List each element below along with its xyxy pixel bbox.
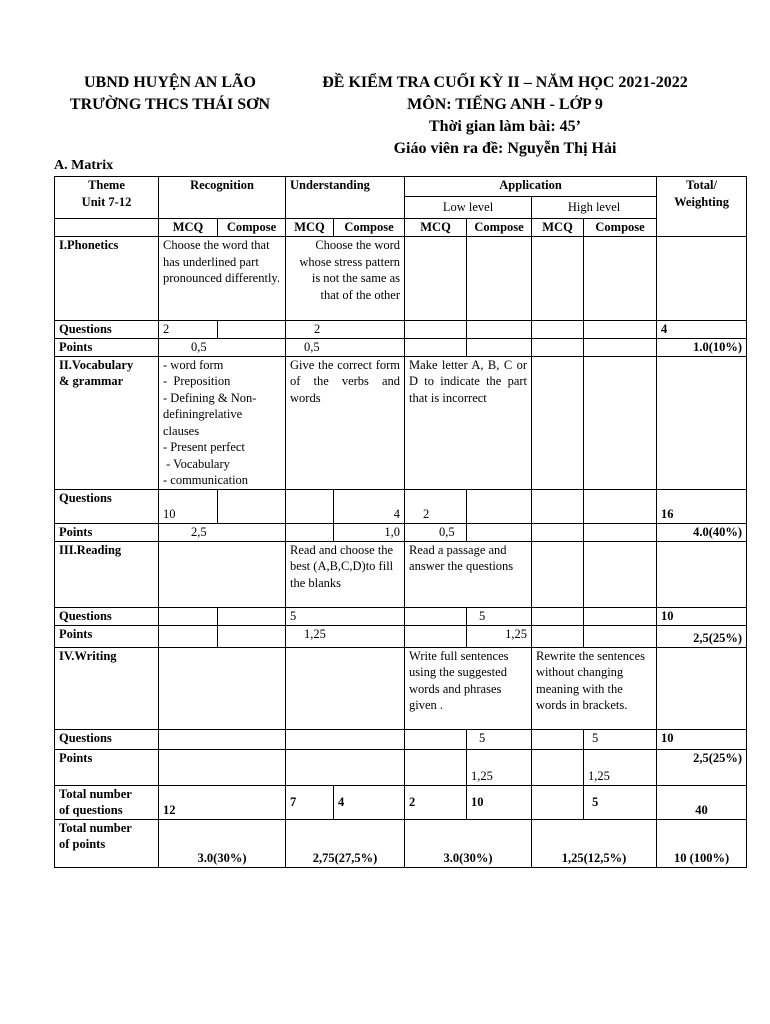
total-q-low-compose: 10 <box>467 785 532 819</box>
vocabulary-p-understanding: 1,0 <box>334 523 405 541</box>
points-label: Points <box>55 625 159 647</box>
phonetics-q-total: 4 <box>657 321 747 339</box>
application-header: Application <box>405 177 657 197</box>
exam-header <box>300 72 710 160</box>
writing-q-low-level: 5 <box>467 729 532 749</box>
reading-understanding-desc: Read and choose the best (A,B,C,D)to fill the blanks <box>286 541 405 607</box>
total-p-high-level: 1,25(12,5%) <box>532 819 657 867</box>
subject-line: MÔN: TIẾNG ANH - LỚP 9 <box>407 96 603 113</box>
reading-p-low-level: 1,25 <box>467 625 532 647</box>
questions-label: Questions <box>55 607 159 625</box>
phonetics-p-total: 1.0(10%) <box>657 339 747 357</box>
matrix-table <box>54 176 747 868</box>
total-p-total: 10 (100%) <box>657 819 747 867</box>
questions-label: Questions <box>55 729 159 749</box>
school-header <box>30 72 310 116</box>
questions-label: Questions <box>55 489 159 523</box>
writing-q-total: 10 <box>657 729 747 749</box>
phonetics-q-recognition: 2 <box>159 321 218 339</box>
questions-label: Questions <box>55 321 159 339</box>
recognition-header: Recognition <box>159 177 286 219</box>
mcq-header: MCQ <box>159 219 218 237</box>
list-item: - Vocabulary <box>163 456 230 471</box>
vocabulary-p-recognition: 2,5 <box>159 523 286 541</box>
compose-header: Compose <box>584 219 657 237</box>
reading-label: III.Reading <box>55 541 159 607</box>
reading-q-total: 10 <box>657 607 747 625</box>
reading-p-total: 2,5(25%) <box>657 625 747 647</box>
total-p-recognition: 3.0(30%) <box>159 819 286 867</box>
district-name: UBND HUYỆN AN LÃO <box>83 74 256 91</box>
vocabulary-q-understanding: 4 <box>334 489 405 523</box>
compose-header: Compose <box>467 219 532 237</box>
total-p-low-level: 3.0(30%) <box>405 819 532 867</box>
writing-p-total: 2,5(25%) <box>657 749 747 785</box>
high-level-header: High level <box>532 197 657 219</box>
total-q-understanding-mcq: 7 <box>286 785 334 819</box>
list-item: - Preposition <box>163 374 231 388</box>
writing-p-low-level: 1,25 <box>467 749 532 785</box>
list-item: - word form <box>163 357 224 372</box>
understanding-header: Understanding <box>286 177 405 219</box>
teacher-line: Giáo viên ra đề: Nguyễn Thị Hải <box>393 140 617 157</box>
vocabulary-q-low-level: 2 <box>405 489 467 523</box>
list-item: - communication <box>163 473 249 487</box>
vocabulary-recognition-list <box>159 356 286 489</box>
points-label: Points <box>55 523 159 541</box>
duration-line: Thời gian làm bài: 45’ <box>429 118 581 135</box>
total-p-understanding: 2,75(27,5%) <box>286 819 405 867</box>
phonetics-label: I.Phonetics <box>55 237 159 321</box>
total-points-label: Total number of points <box>55 819 159 867</box>
mcq-header: MCQ <box>532 219 584 237</box>
section-title: A. Matrix <box>54 158 114 173</box>
total-q-total: 40 <box>657 785 747 819</box>
vocabulary-p-low-level: 0,5 <box>405 523 467 541</box>
compose-header: Compose <box>218 219 286 237</box>
reading-q-understanding: 5 <box>286 607 405 625</box>
total-q-low-mcq: 2 <box>405 785 467 819</box>
vocabulary-p-total: 4.0(40%) <box>657 523 747 541</box>
total-header: Total/ Weighting <box>657 177 747 237</box>
list-item: - Defining & Non-definingrelative clauses <box>163 390 257 438</box>
vocabulary-q-recognition: 10 <box>159 489 218 523</box>
total-q-understanding-compose: 4 <box>334 785 405 819</box>
points-label: Points <box>55 339 159 357</box>
reading-q-low-level: 5 <box>467 607 532 625</box>
vocabulary-understanding-desc: Give the correct form of the verbs and words <box>286 356 405 489</box>
phonetics-understanding-desc: Choose the word whose stress pattern is not the same as that of the other <box>286 237 405 321</box>
list-item: - Present perfect <box>163 440 245 454</box>
low-level-header: Low level <box>405 197 532 219</box>
reading-p-understanding: 1,25 <box>286 625 405 647</box>
phonetics-p-understanding: 0,5 <box>286 339 405 357</box>
phonetics-q-understanding: 2 <box>286 321 405 339</box>
writing-q-high-level: 5 <box>584 729 657 749</box>
phonetics-p-recognition: 0,5 <box>159 339 286 357</box>
total-q-high-compose: 5 <box>584 785 657 819</box>
school-name: TRƯỜNG THCS THÁI SƠN <box>69 96 271 113</box>
points-label: Points <box>55 749 159 785</box>
vocabulary-q-total: 16 <box>657 489 747 523</box>
compose-header: Compose <box>334 219 405 237</box>
mcq-header: MCQ <box>405 219 467 237</box>
total-q-recognition: 12 <box>159 785 286 819</box>
writing-p-high-level: 1,25 <box>584 749 657 785</box>
mcq-header: MCQ <box>286 219 334 237</box>
writing-label: IV.Writing <box>55 647 159 729</box>
reading-low-level-desc: Read a passage and answer the questions <box>405 541 532 607</box>
theme-header: Theme Unit 7-12 <box>55 177 159 219</box>
vocabulary-low-level-desc: Make letter A, B, C or D to indicate the part that is incorrect <box>405 356 532 489</box>
vocabulary-label: II.Vocabulary & grammar <box>55 356 159 489</box>
phonetics-recognition-desc: Choose the word that has underlined part pronounced differently. <box>159 237 286 321</box>
exam-title: ĐỀ KIỂM TRA CUỐI KỲ II – NĂM HỌC 2021-2022 <box>322 74 688 91</box>
total-questions-label: Total number of questions <box>55 785 159 819</box>
writing-high-level-desc: Rewrite the sentences without changing meaning with the words in brackets. <box>532 647 657 729</box>
empty-cell <box>55 219 159 237</box>
writing-low-level-desc: Write full sentences using the suggested words and phrases given . <box>405 647 532 729</box>
